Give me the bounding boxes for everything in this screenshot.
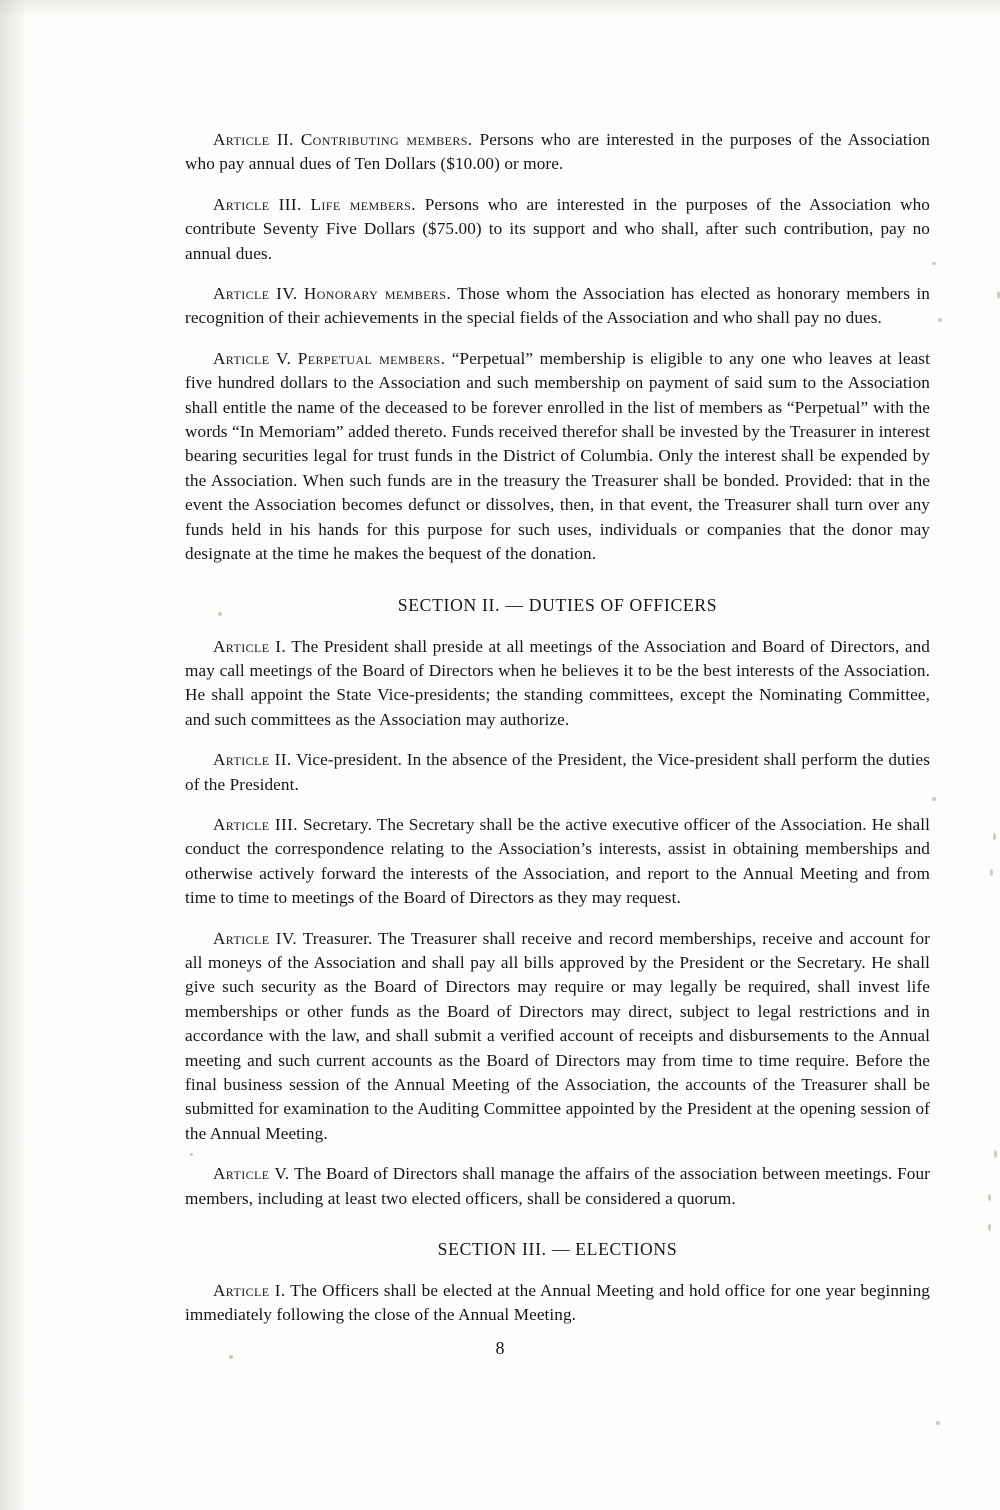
article-text: The Officers shall be elected at the Annual Meeting and hold office for one year beginning immediately following the close of the Annual Meeting. (185, 1281, 930, 1325)
scan-speck (936, 1421, 940, 1425)
paragraph-article-iv-honorary (185, 282, 930, 331)
article-text: Persons who are interested in the purposes of the Association who contribute Seventy Five Dollars ($75.00) to its support and who shall, after such contribution, pay no annual dues. (185, 194, 930, 263)
article-text: “Perpetual” membership is eligible to any one who leaves at least five hundred dollars to the Association and such membership on payment of said sum to the Association shall entitle the name of the deceased to be forever enrolled in the list of members as “Perpetual” with the words “In Memoriam” added thereto. Funds received therefor shall be invested by the Treasurer in interest bearing securities legal for trust funds in the District of Columbia. Only the interest shall be expended by the Association. When such funds are in the treasury the Treasurer shall be bonded. Provided: that in the event the Association becomes defunct or dissolves, then, in that event, the Treasurer shall turn over any funds held in his hands for this purpose for such uses, individuals or companies that the donor may designate at the time he makes the bequest of the donation. (185, 348, 930, 564)
page-edge-shadow-left (0, 0, 26, 1510)
paragraph-article-v-perpetual (185, 347, 930, 567)
article-text: Secretary. The Secretary shall be the active executive officer of the Association. He shall conduct the correspondence relating to the Association’s interests, assist in obtaining memberships and otherwise actively forward the interests of the Association, and report to the Annual Meeting and from time to time to meetings of the Board of Directors as they may request. (185, 814, 930, 908)
article-text: Persons who are interested in the purposes of the Association who pay annual dues of Ten Dollars ($10.00) or more. (185, 130, 930, 174)
article-text: Treasurer. The Treasurer shall receive and record memberships, receive and account for all moneys of the Association and shall pay all bills approved by the President or the Secretary. He shall give such security as the Board of Directors may require or may legally be required, shall invest life memberships or other funds as the Board of Directors may direct, subject to legal restrictions and in accordance with the law, and shall submit a verified account of receipts and disbursements to the Annual meeting and such current accounts as the Board of Directors may from time to time require. Before the final business session of the Annual Meeting of the Association, the accounts of the Treasurer shall be submitted for examination to the Auditing Committee appointed by the President at the opening session of the Annual Meeting. (185, 928, 930, 1143)
paragraph-s2-article-i (185, 635, 930, 733)
paragraph-s2-article-v (185, 1162, 930, 1211)
scan-speck (990, 869, 993, 876)
scan-speck (993, 833, 996, 840)
scan-speck (994, 1150, 997, 1158)
paragraph-s3-article-i (185, 1279, 930, 1328)
article-sublabel: Life members. (310, 194, 416, 214)
article-text: The Board of Directors shall manage the affairs of the association between meetings. Four members, including at least two elected officers, shall be considered a quorum. (185, 1164, 931, 1208)
article-text: The President shall preside at all meetings of the Association and Board of Directors, and may call meetings of the Board of Directors when he believes it to be the best interests of the Association. He shall appoint the State Vice-presidents; the standing committees, except the Nominating Committee, and such committees as the Association may authorize. (185, 636, 930, 729)
article-sublabel: Contributing members. (300, 130, 473, 149)
article-text: Vice-president. In the absence of the President, the Vice-president shall perform the duties of the President. (185, 750, 930, 794)
article-label: Article IV. (213, 928, 298, 948)
paragraph-article-iii-life (185, 193, 930, 266)
article-label: Article V. (213, 1164, 290, 1184)
article-text: Those whom the Association has elected as honorary members in recognition of their achievements in the special fields of the Association and who shall pay no dues. (185, 284, 930, 328)
scan-speck (932, 262, 936, 265)
paragraph-s2-article-iii (185, 813, 930, 911)
document-body (185, 128, 930, 1328)
page-number: 8 (495, 1338, 505, 1358)
article-label: Article II. (213, 750, 292, 770)
scan-speck (932, 797, 936, 801)
paragraph-s2-article-iv (185, 927, 930, 1147)
scan-speck (988, 1224, 991, 1231)
article-label: Article V. (213, 348, 292, 368)
paragraph-article-ii-contributing (185, 128, 930, 177)
scan-speck (988, 1194, 991, 1201)
article-label: Article IV. (213, 284, 298, 304)
section-heading-elections: SECTION III. — ELECTIONS (437, 1239, 678, 1260)
article-sublabel: Perpetual members. (297, 348, 446, 368)
paragraph-s2-article-ii (185, 748, 930, 797)
article-label: Article I. (213, 636, 287, 656)
section-heading-duties-of-officers: SECTION II. — DUTIES OF OFFICERS (397, 594, 718, 615)
article-label: Article III. (213, 194, 302, 214)
article-label: Article III. (213, 814, 298, 834)
scan-speck (938, 318, 942, 322)
article-label: Article II. (213, 130, 294, 149)
page-edge-shadow-top (0, 0, 1000, 18)
article-sublabel: Honorary members. (303, 284, 452, 304)
article-label: Article I. (213, 1281, 286, 1301)
